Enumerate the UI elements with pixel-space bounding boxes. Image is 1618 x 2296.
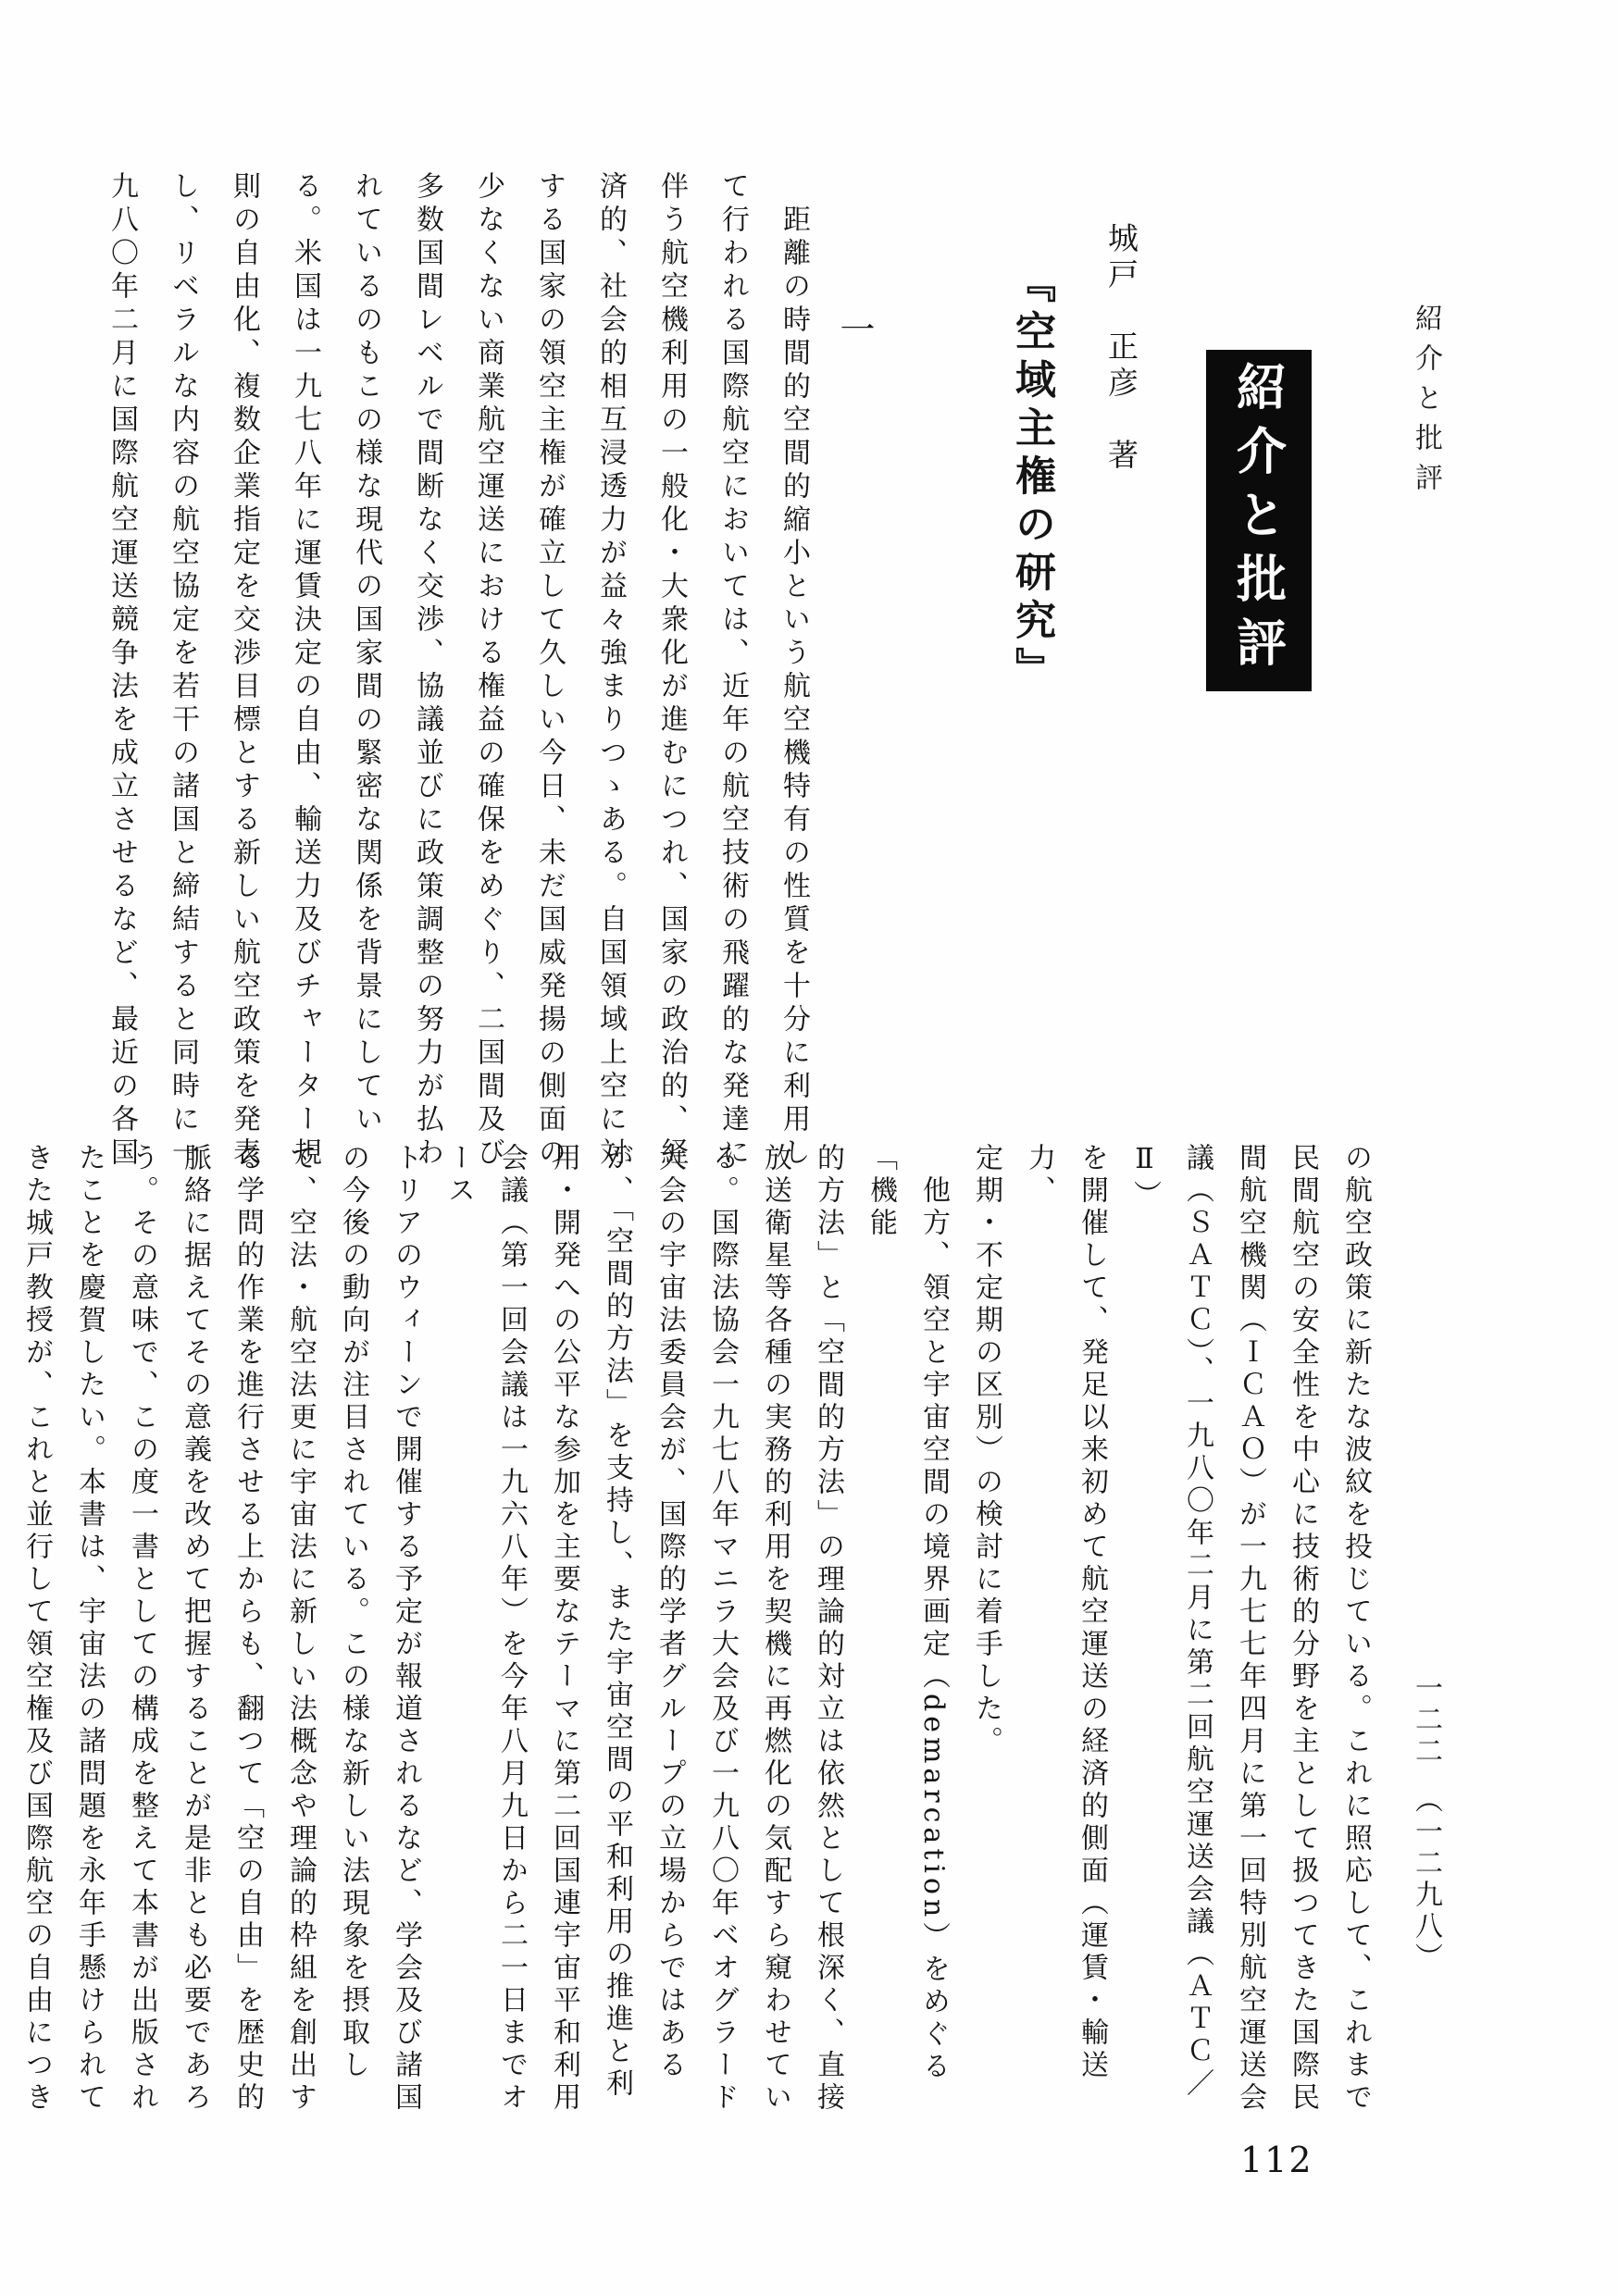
text-column: トリアのウィーンで開催する予定が報道されるなど、学会及び諸国: [390, 1143, 422, 2115]
section-banner: [1206, 350, 1312, 691]
text-column: が、「空間的方法」を支持し、また宇宙空間の平和利用の推進と利: [601, 1143, 633, 2101]
running-head: 紹介と批評: [1410, 304, 1442, 503]
text-column: れているのもこの様な現代の国家間の緊密な関係を背景にしてい: [350, 171, 382, 1137]
section-banner-label: 紹介と批評: [1228, 361, 1288, 680]
text-column: し、リベラルな内容の航空協定を若干の諸国と締結すると同時に一: [167, 171, 199, 1171]
text-column: る学問的作業を進行させる上からも、翻つて「空の自由」を歴史的: [231, 1143, 264, 2115]
text-column: を開催して、発足以来初めて航空運送の経済的側面（運賃・輸送力、: [1023, 1143, 1108, 2082]
text-column: [0, 1143, 10, 2138]
text-column: 脈絡に据えてその意義を改めて把握することが是非とも必要であろ: [179, 1143, 211, 2115]
text-column: て行われる国際航空においては、近年の航空技術の飛躍的な発達に: [716, 171, 749, 1171]
text-column: 定期・不定期の区別）の検討に着手した。: [970, 1143, 1002, 1758]
text-column: 放送衛星等各種の実務的利用を契機に再燃化の気配すら窺わせてい: [759, 1143, 791, 2115]
text-column: 間航空機関（ＩＣＡＯ）が一九七七年四月に第一回特別航空運送会: [1234, 1143, 1266, 2115]
body-text-part2: [20, 1143, 1382, 2138]
book-title: 『空域主権の研究』: [1008, 262, 1055, 695]
text-column: る。国際法協会一九七八年マニラ大会及び一九八〇年ベオグラード: [706, 1143, 739, 2115]
text-column: 則の自由化、複数企業指定を交渉目標とする新しい航空政策を発表: [228, 171, 260, 1171]
text-column: たことを慶賀したい。本書は、宇宙法の諸問題を永年手懸けられて: [73, 1143, 106, 2115]
text-column: 用・開発への公平な参加を主要なテーマに第二回国連宇宙平和利用: [548, 1143, 580, 2115]
text-column: う。その意味で、この度一書としての構成を整えて本書が出版され: [126, 1143, 158, 2115]
text-column: 的方法」と「空間的方法」の理論的対立は依然として根深く、直接: [812, 1143, 844, 2115]
text-column: 議（ＳＡＴＣ）、一九八〇年二月に第二回航空運送会議（ＡＴＣ／Ⅱ）: [1128, 1143, 1214, 2101]
text-column: きた城戸教授が、これと並行して領空権及び国際航空の自由につき: [20, 1143, 53, 2115]
text-column: の航空政策に新たな波紋を投じている。これに照応して、これまで: [1339, 1143, 1372, 2115]
text-column: する国家の領空主権が確立して久しい今日、未だ国威発揚の側面の: [533, 171, 566, 1171]
text-column: 民間航空の安全性を中心に技術的分野を主として扱つてきた国際民: [1287, 1143, 1319, 2115]
text-column: 大会の宇宙法委員会が、国際的学者グループの立場からではある: [653, 1143, 686, 2082]
text-column: 少なくない商業航空運送における権益の確保をめぐり、二国間及び: [472, 171, 504, 1171]
author-line: 城戸 正彦 著: [1103, 222, 1139, 475]
text-column: 距離の時間的空間的縮小という航空機特有の性質を十分に利用し: [778, 171, 810, 1171]
journal-page-number-kanji: 一二二 （一二九八）: [1410, 1673, 1442, 1974]
text-column: 会議（第一回会議は一九六八年）を今年八月九日から二一日までオース: [442, 1143, 528, 2115]
text-column: て、空法・航空法更に宇宙法に新しい法概念や理論的枠組を創出す: [284, 1143, 317, 2115]
text-column: の今後の動向が注目されている。この様な新しい法現象を摂取し: [337, 1143, 369, 2082]
text-column: 九八〇年二月に国際航空運送競争法を成立させるなど、最近の各国: [106, 171, 138, 1171]
body-text-part1: [91, 171, 824, 1175]
page-number: 112: [1240, 2140, 1313, 2180]
text-column: る。米国は一九七八年に運賃決定の自由、輸送力及びチャーター規: [289, 171, 321, 1171]
section-number: 一: [834, 311, 875, 346]
text-column: 済的、社会的相互浸透力が益々強まりつゝある。自国領域上空に対: [594, 171, 627, 1171]
text-column: 多数国間レベルで間断なく交渉、協議並びに政策調整の努力が払わ: [411, 171, 443, 1171]
text-column: 伴う航空機利用の一般化・大衆化が進むにつれ、国家の政治的、経: [655, 171, 688, 1171]
text-column: 他方、領空と宇宙空間の境界画定（demarcation）をめぐる「機能: [865, 1143, 950, 2084]
